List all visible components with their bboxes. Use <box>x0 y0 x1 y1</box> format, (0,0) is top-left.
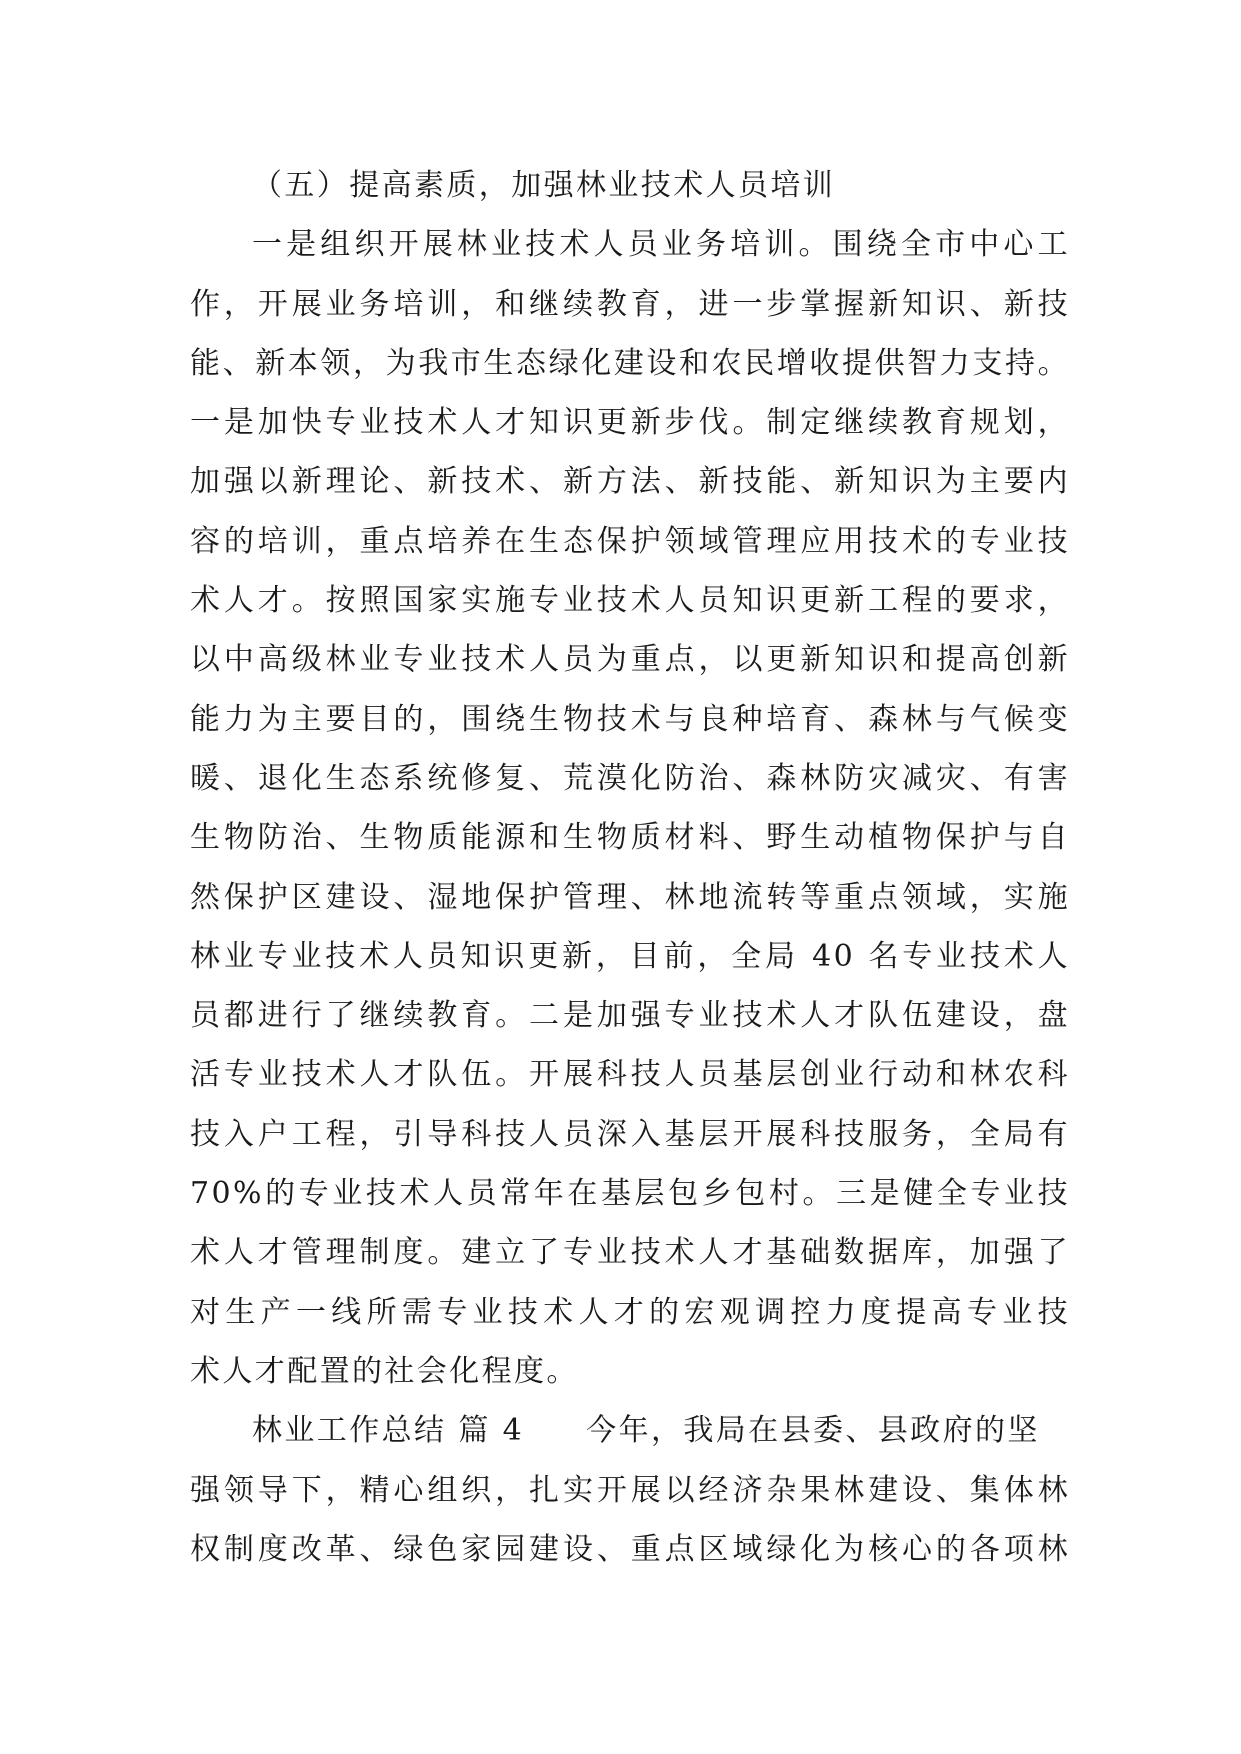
paragraph-line: 一是组织开展林业技术人员业务培训。围绕全市中心工 <box>252 227 1070 263</box>
paragraph-line: 技入户工程，引导科技人员深入基层开展科技服务，全局有 <box>190 1116 1070 1152</box>
paragraph-line: 70%的专业技术人员常年在基层包乡包村。三是健全专业技 <box>190 1176 1070 1212</box>
paragraph-line: 林业专业技术人员知识更新，目前，全局 40 名专业技术人 <box>190 938 1070 974</box>
paragraph-line: 暖、退化生态系统修复、荒漠化防治、森林防灾减灾、有害 <box>190 760 1070 796</box>
paragraph-line: 容的培训，重点培养在生态保护领域管理应用技术的专业技 <box>190 523 1070 559</box>
paragraph-line: 术人才配置的社会化程度。 <box>190 1353 579 1389</box>
paragraph-line: 术人才。按照国家实施专业技术人员知识更新工程的要求， <box>190 583 1070 619</box>
subsection-heading: （五）提高素质，加强林业技术人员培训 <box>252 168 836 203</box>
paragraph-line: 以中高级林业专业技术人员为重点，以更新知识和提高创新 <box>190 642 1070 678</box>
paragraph-line: 活专业技术人才队伍。开展科技人员基层创业行动和林农科 <box>190 1057 1070 1093</box>
paragraph-line: 术人才管理制度。建立了专业技术人才基础数据库，加强了 <box>190 1235 1070 1271</box>
paragraph-line: 加强以新理论、新技术、新方法、新技能、新知识为主要内 <box>190 464 1070 500</box>
paragraph-line: 强领导下，精心组织，扎实开展以经济杂果林建设、集体林 <box>190 1472 1070 1508</box>
paragraph-line: 一是加快专业技术人才知识更新步伐。制定继续教育规划， <box>190 405 1070 441</box>
paragraph-line: 作，开展业务培训，和继续教育，进一步掌握新知识、新技 <box>190 286 1070 322</box>
section-first-line: 今年，我局在县委、县政府的坚 <box>586 1413 1040 1449</box>
paragraph-line: 生物防治、生物质能源和生物质材料、野生动植物保护与自 <box>190 820 1070 856</box>
section-heading: 林业工作总结 篇 4 <box>252 1413 525 1449</box>
paragraph-line: 对生产一线所需专业技术人才的宏观调控力度提高专业技 <box>190 1294 1070 1330</box>
section-heading-line <box>190 1401 1070 1460</box>
paragraph-line: 员都进行了继续教育。二是加强专业技术人才队伍建设，盘 <box>190 998 1070 1034</box>
paragraph-line: 能力为主要目的，围绕生物技术与良种培育、森林与气候变 <box>190 701 1070 737</box>
paragraph-line: 然保护区建设、湿地保护管理、林地流转等重点领域，实施 <box>190 879 1070 915</box>
paragraph-line: 能、新本领，为我市生态绿化建设和农民增收提供智力支持。 <box>190 345 1070 381</box>
document-body <box>190 156 1070 1579</box>
paragraph-line: 权制度改革、绿色家园建设、重点区域绿化为核心的各项林 <box>190 1531 1070 1567</box>
